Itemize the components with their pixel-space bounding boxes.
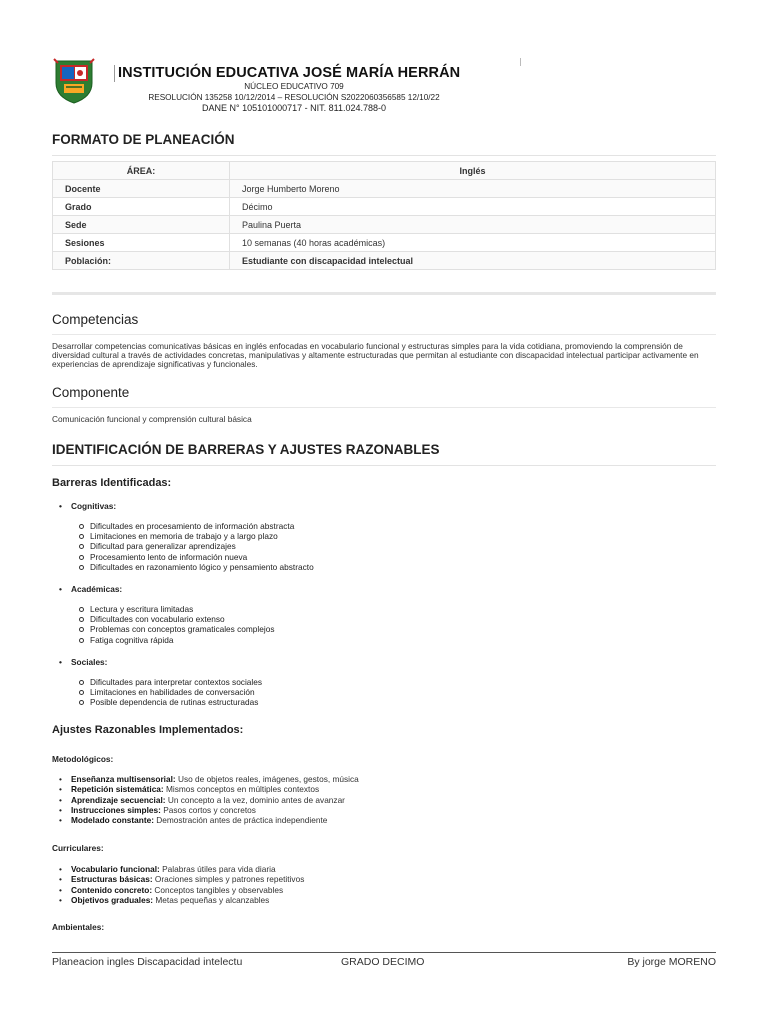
- item-desc: Un concepto a la vez, dominio antes de avanzar: [165, 794, 345, 805]
- footer-document-name: Planeacion ingles Discapacidad intelectu: [52, 956, 243, 968]
- section-divider: [52, 292, 716, 295]
- list-item: Posible dependencia de rutinas estructuradas: [52, 697, 716, 707]
- row-value: Paulina Puerta: [230, 216, 716, 234]
- componente-title: Componente: [52, 385, 716, 408]
- page-footer: [52, 952, 716, 971]
- item-desc: Palabras útiles para vida diaria: [159, 864, 276, 874]
- item-term: Estructuras básicas:: [71, 874, 153, 885]
- row-label: Población:: [53, 252, 230, 270]
- ambientales-label: Ambientales:: [52, 922, 105, 932]
- group-label: • Sociales:: [52, 657, 716, 667]
- list-item: Fatiga cognitiva rápida: [52, 635, 716, 645]
- format-title: FORMATO DE PLANEACIÓN: [52, 132, 716, 156]
- institution-details: [114, 82, 474, 114]
- list-item: Problemas con conceptos gramaticales complejos: [52, 624, 716, 634]
- barrier-list: [52, 677, 716, 708]
- list-item: Lectura y escritura limitadas: [52, 604, 716, 614]
- row-value: Estudiante con discapacidad intelectual: [230, 252, 716, 270]
- list-item: [52, 784, 716, 794]
- item-term: Instrucciones simples:: [71, 804, 161, 815]
- item-desc: Conceptos tangibles y observables: [152, 884, 284, 895]
- institution-name: INSTITUCIÓN EDUCATIVA JOSÉ MARÍA HERRÁN: [114, 65, 460, 82]
- item-desc: Metas pequeñas y alcanzables: [153, 894, 270, 905]
- item-desc: Mismos conceptos en múltiples contextos: [163, 784, 320, 795]
- curriculares-list: [52, 864, 716, 905]
- list-item: [52, 815, 716, 825]
- item-term: Contenido concreto:: [71, 884, 153, 895]
- group-label: • Cognitivas:: [52, 501, 716, 511]
- componente-text: Comunicación funcional y comprensión cultural básica: [52, 414, 252, 424]
- item-desc: Demostración antes de práctica independiente: [153, 815, 328, 826]
- list-item: [52, 864, 716, 874]
- list-item: [52, 885, 716, 895]
- item-term: Modelado constante:: [71, 815, 154, 826]
- competencias-text: Desarrollar competencias comunicativas básicas en inglés enfocadas en vocabulario funcional y estructuras simples para la vida cotidiana, promoviendo la comprensión de diversidad cultural a través de actividades concretas, manipulativas y altamente estructuradas que permitan al estudiante con discapacidad intelectual participar activamente en experiencias de aprendizaje significativas y funcionales.: [52, 341, 699, 370]
- table-row: [53, 198, 716, 216]
- nucleo-line: NÚCLEO EDUCATIVO 709: [244, 82, 344, 91]
- metodologicos-label: Metodológicos:: [52, 754, 114, 764]
- barrier-list: [52, 604, 716, 645]
- dane-nit-line: DANE N° 105101000717 - NIT. 811.024.788-0: [201, 103, 387, 113]
- list-item: Procesamiento lento de información nueva: [52, 552, 716, 562]
- school-crest-logo: [52, 57, 96, 105]
- item-term: Enseñanza multisensorial:: [71, 774, 176, 784]
- row-label: Grado: [53, 198, 230, 216]
- list-item: Dificultades para interpretar contextos sociales: [52, 677, 716, 687]
- list-item: [52, 895, 716, 905]
- row-label: Sesiones: [53, 234, 230, 252]
- area-header: ÁREA:: [53, 162, 230, 180]
- barrier-list: [52, 521, 716, 572]
- barreras-section-title: IDENTIFICACIÓN DE BARRERAS Y AJUSTES RAZONABLES: [52, 442, 716, 466]
- item-term: Vocabulario funcional:: [71, 864, 160, 874]
- document-header: [52, 55, 716, 115]
- list-item: [52, 795, 716, 805]
- row-value: Jorge Humberto Moreno: [230, 180, 716, 198]
- table-row: [53, 180, 716, 198]
- table-row: [53, 216, 716, 234]
- table-row: [53, 252, 716, 270]
- planning-info-table: [52, 161, 716, 270]
- curriculares-label: Curriculares:: [52, 843, 104, 853]
- list-item: Dificultades en razonamiento lógico y pensamiento abstracto: [52, 562, 716, 572]
- list-item: [52, 874, 716, 884]
- row-label: Sede: [53, 216, 230, 234]
- barreras-title: Barreras Identificadas:: [52, 477, 172, 489]
- header-divider: [520, 58, 521, 66]
- list-item: Dificultad para generalizar aprendizajes: [52, 541, 716, 551]
- barrier-group-cognitivas: [52, 501, 716, 572]
- list-item: Limitaciones en habilidades de conversación: [52, 687, 716, 697]
- item-term: Repetición sistemática:: [71, 784, 164, 795]
- item-term: Aprendizaje secuencial:: [71, 794, 166, 805]
- resolucion-line: RESOLUCIÓN 135258 10/12/2014 – RESOLUCIÓN S2022060356585 12/10/22: [148, 92, 440, 102]
- barrier-group-academicas: [52, 584, 716, 645]
- row-label: Docente: [53, 180, 230, 198]
- ajustes-title: Ajustes Razonables Implementados:: [52, 724, 244, 736]
- list-item: Limitaciones en memoria de trabajo y a largo plazo: [52, 531, 716, 541]
- list-item: [52, 774, 716, 784]
- competencias-title: Competencias: [52, 312, 716, 335]
- footer-author: By jorge MORENO: [627, 956, 716, 968]
- row-value: Décimo: [230, 198, 716, 216]
- item-desc: Uso de objetos reales, imágenes, gestos, música: [175, 774, 359, 784]
- footer-grade: GRADO DECIMO: [341, 956, 425, 968]
- table-row: [53, 234, 716, 252]
- item-term: Objetivos graduales:: [71, 894, 154, 905]
- row-value: 10 semanas (40 horas académicas): [230, 234, 716, 252]
- list-item: [52, 805, 716, 815]
- list-item: Dificultades en procesamiento de información abstracta: [52, 521, 716, 531]
- barrier-group-sociales: [52, 657, 716, 708]
- area-value: Inglés: [230, 162, 716, 180]
- item-desc: Pasos cortos y concretos: [160, 804, 256, 815]
- list-item: Dificultades con vocabulario extenso: [52, 614, 716, 624]
- metodologicos-list: [52, 774, 716, 825]
- group-label: • Académicas:: [52, 584, 716, 594]
- table-header-row: [53, 162, 716, 180]
- item-desc: Oraciones simples y patrones repetitivos: [152, 874, 305, 885]
